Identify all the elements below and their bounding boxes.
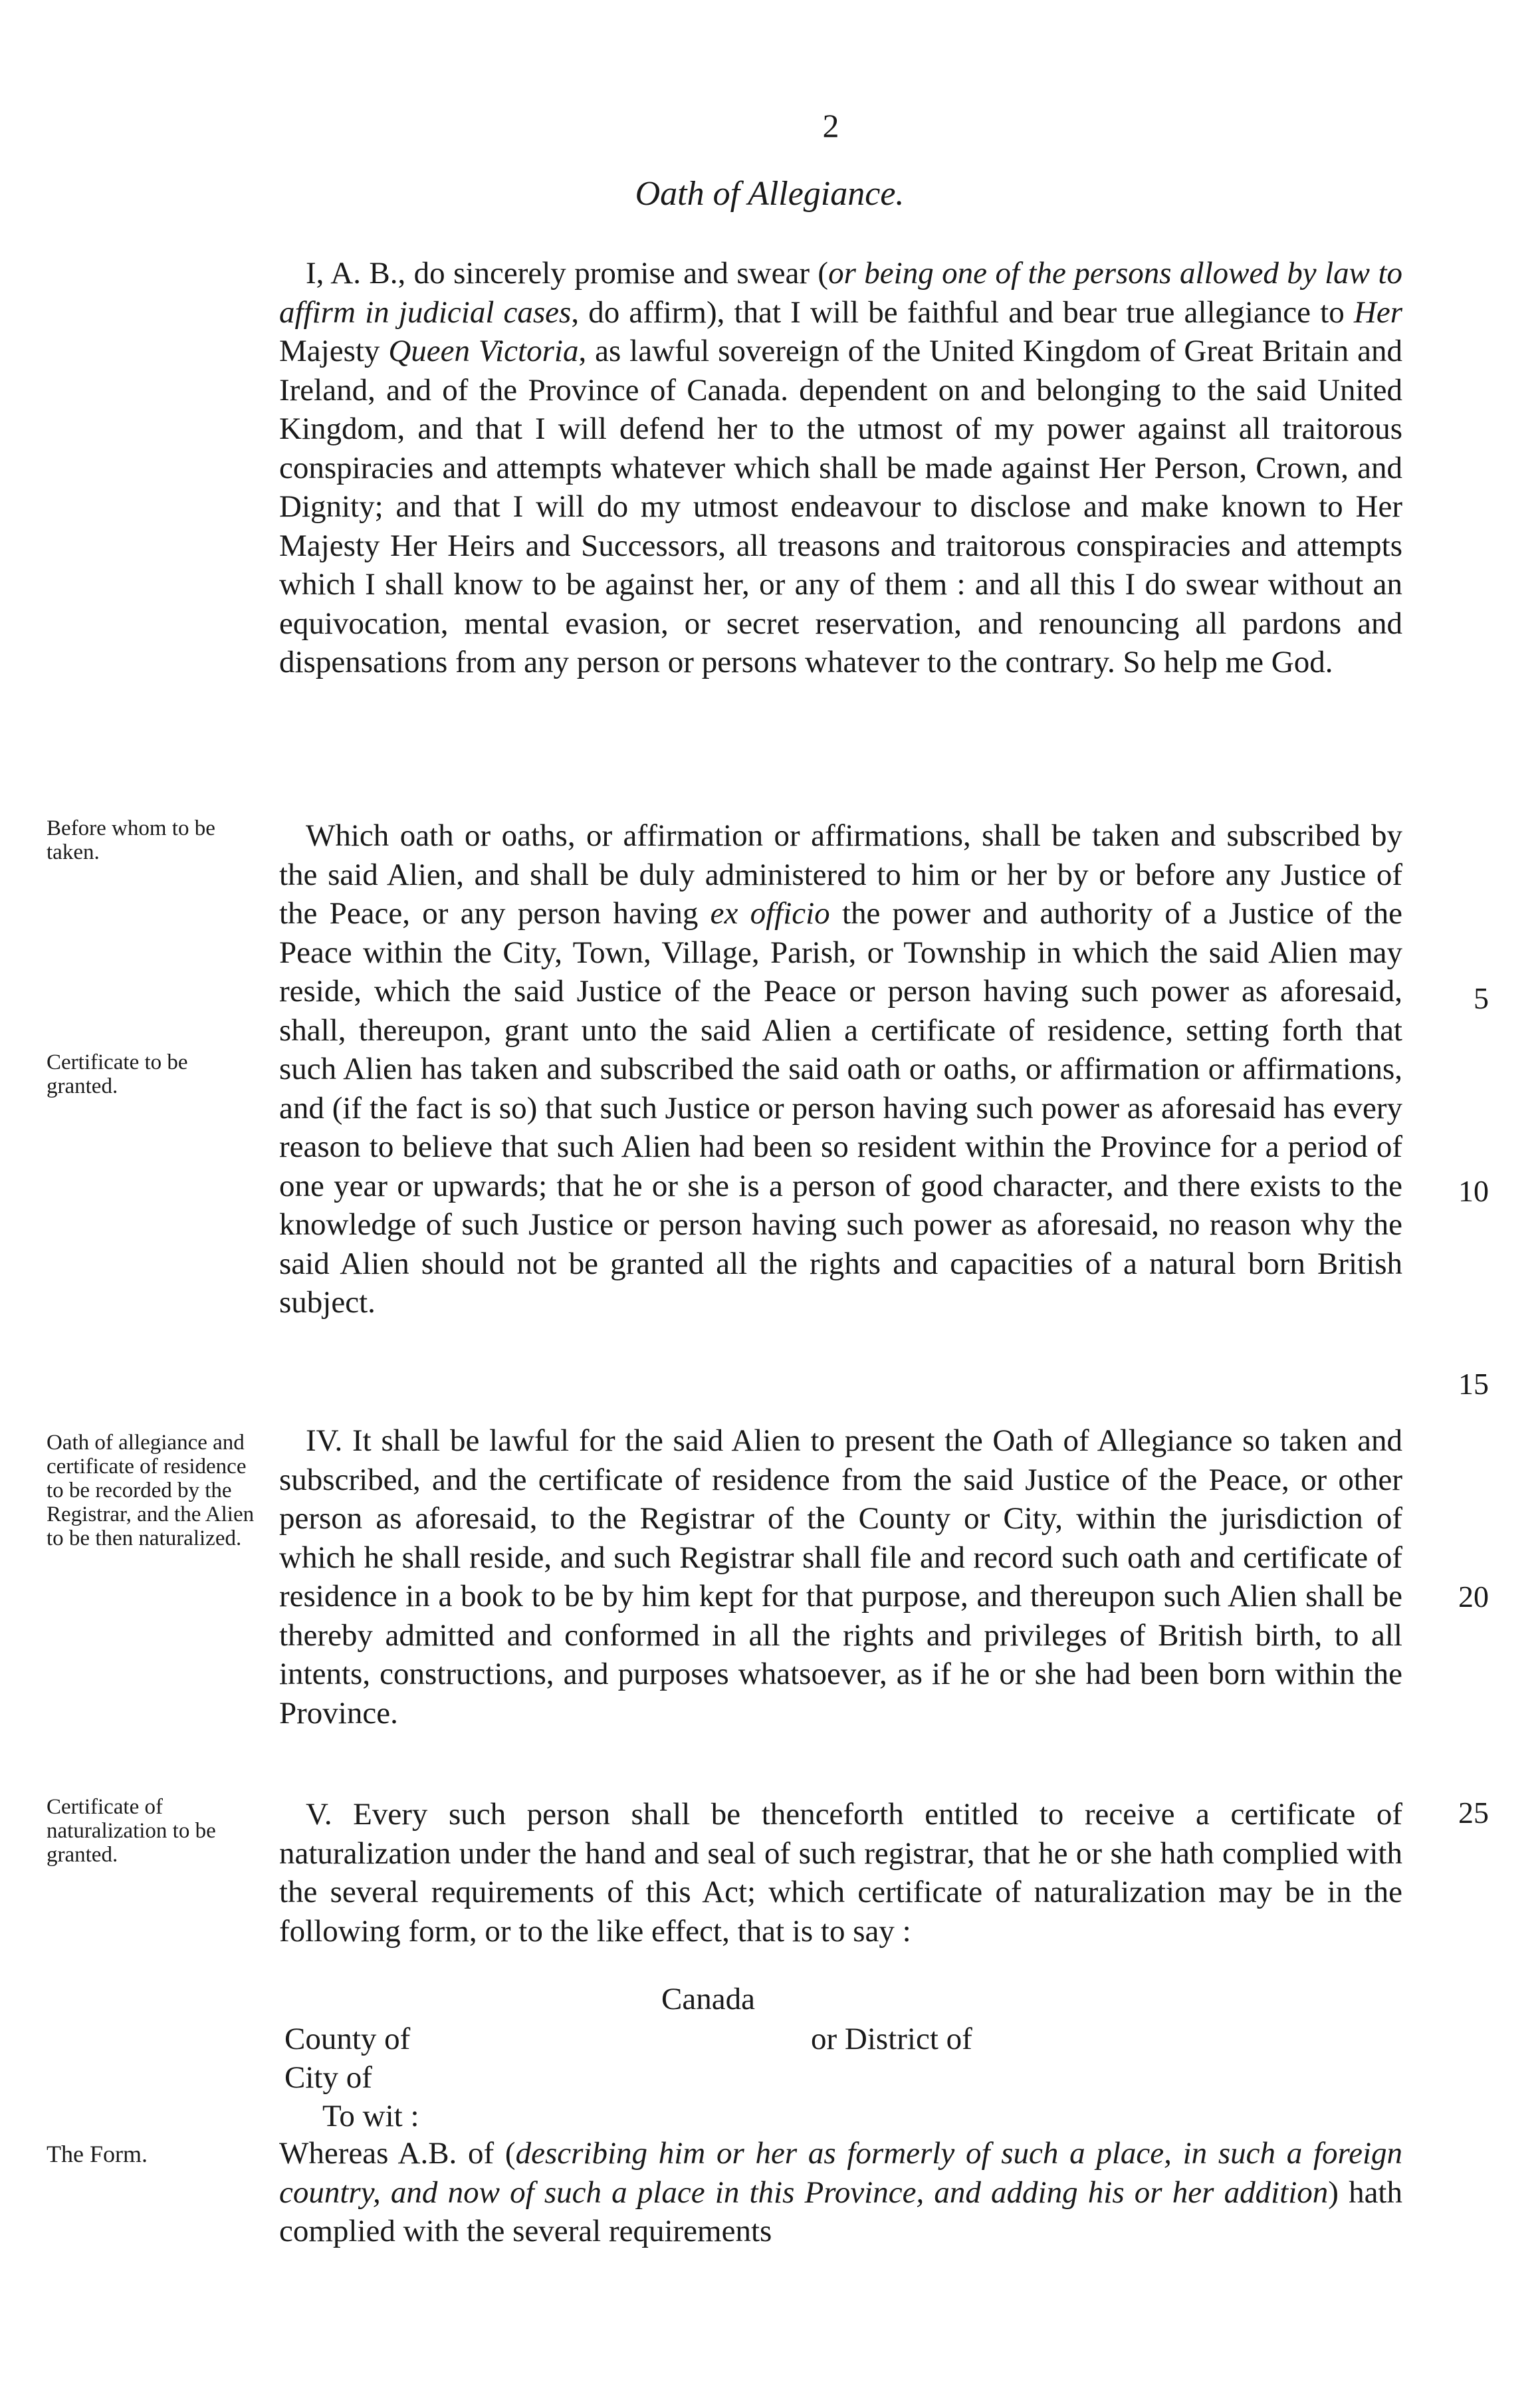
- margin-note-section-iv: Oath of allegiance and certificate of residence to be recorded by the Registrar, and the Alien to be then naturalized.: [47, 1431, 255, 1550]
- page-title: Oath of Allegiance.: [635, 175, 905, 213]
- margin-note-before-whom: Before whom to be taken.: [47, 816, 215, 864]
- whereas-italic: describing him or her as formerly of such a place, in such a foreign country, and now of such a place in this Province, and adding his or her addition: [279, 2136, 1403, 2210]
- margin-note-section-v: Certificate of naturalization to be granted.: [47, 1795, 216, 1867]
- before-whom-paragraph: [279, 816, 1402, 1322]
- line-number-5: 5: [1474, 981, 1489, 1015]
- oath-queen-italic: Queen Victoria: [388, 334, 579, 368]
- section-v-text: V. Every such person shall be thenceforth entitled to receive a certificate of naturalization under the hand and seal of such registrar, that he or she hath complied with the several requirements of this Act; which certificate of naturalization may be in the following form, or to the like effect, that is to say :: [279, 1797, 1402, 1949]
- page-number: 2: [822, 107, 839, 144]
- oath-intro: I, A. B., do sincerely promise and swear (: [306, 256, 829, 291]
- whereas-start: Whereas A.B. of (: [279, 2136, 516, 2171]
- form-canada: Canada: [661, 1982, 755, 2016]
- section-v-paragraph: [279, 1795, 1402, 1951]
- ex-officio-italic: ex officio: [710, 896, 830, 931]
- before-whom-text-2: the power and authority of a Justice of the Peace within the City, Town, Village, Parish, or Township in which the said Alien may reside, which the said Justice of the Peace or person having such power as aforesaid, shall, thereupon, grant unto the said Alien a certificate of residence, setting forth that such Alien has taken and subscribed the said oath or oaths, or affirmation or affirmations, and (if the fact is so) that such Justice or person having such power as aforesaid has every reason to believe that such Alien had been so resident within the Province for a period of one year or upwards; that he or she is a person of good character, and there exists to the knowledge of such Justice or person having such power as aforesaid, no reason why the said Alien should not be granted all the rights and capacities of a natural born British subject.: [279, 896, 1402, 1320]
- form-or-district-of: or District of: [811, 2022, 972, 2056]
- whereas-end: ) hath complied with the several requirements: [279, 2175, 1402, 2248]
- oath-majesty: Majesty: [279, 334, 389, 368]
- oath-her-italic: Her: [1353, 295, 1402, 330]
- oath-paragraph: [279, 254, 1402, 682]
- form-to-wit: To wit :: [322, 2099, 419, 2133]
- line-number-25: 25: [1458, 1796, 1489, 1830]
- margin-note-form: The Form.: [47, 2141, 148, 2167]
- line-number-15: 15: [1458, 1367, 1489, 1401]
- before-whom-text-1: Which oath or oaths, or affirmation or affirmations, shall be taken and subscribed by the said Alien, and shall be duly administered to him or her by or before any Justice of the Peace, or any person having: [279, 818, 1402, 931]
- oath-part2: , do affirm), that I will be faithful and bear true allegiance to: [571, 295, 1354, 330]
- form-whereas: [279, 2134, 1402, 2251]
- form-city-of: City of: [284, 2060, 372, 2095]
- line-number-10: 10: [1458, 1174, 1489, 1208]
- line-number-20: 20: [1458, 1580, 1489, 1614]
- form-county-of: County of: [284, 2022, 411, 2056]
- section-iv-text: IV. It shall be lawful for the said Alien to present the Oath of Allegiance so taken and subscribed, and the certificate of residence from the said Justice of the Peace, or other person as aforesaid, to the Registrar of the County or City, within the jurisdiction of which he shall reside, and such Registrar shall file and record such oath and certificate of residence in a book to be by him kept for that purpose, and thereupon such Alien shall be thereby admitted and conformed in all the rights and privileges of British birth, to all intents, constructions, and purposes whatsoever, as if he or she had been born within the Province.: [279, 1423, 1402, 1731]
- margin-note-certificate: Certificate to be granted.: [47, 1050, 188, 1098]
- section-iv-paragraph: [279, 1421, 1402, 1733]
- oath-intro-italic: or being one of the persons allowed by law to affirm in judicial cases: [279, 256, 1402, 330]
- oath-part3: , as lawful sovereign of the United Kingdom of Great Britain and Ireland, and of the Province of Canada. dependent on and belonging to the said United Kingdom, and that I will defend her to the utmost of my power against all traitorous conspiracies and attempts whatever which shall be made against Her Person, Crown, and Dignity; and that I will do my utmost endeavour to disclose and make known to Her Majesty Her Heirs and Successors, all treasons and traitorous conspiracies and attempts which I shall know to be against her, or any of them : and all this I do swear without an equivocation, mental evasion, or secret reservation, and renouncing all pardons and dispensations from any person or persons whatever to the contrary. So help me God.: [279, 334, 1403, 679]
